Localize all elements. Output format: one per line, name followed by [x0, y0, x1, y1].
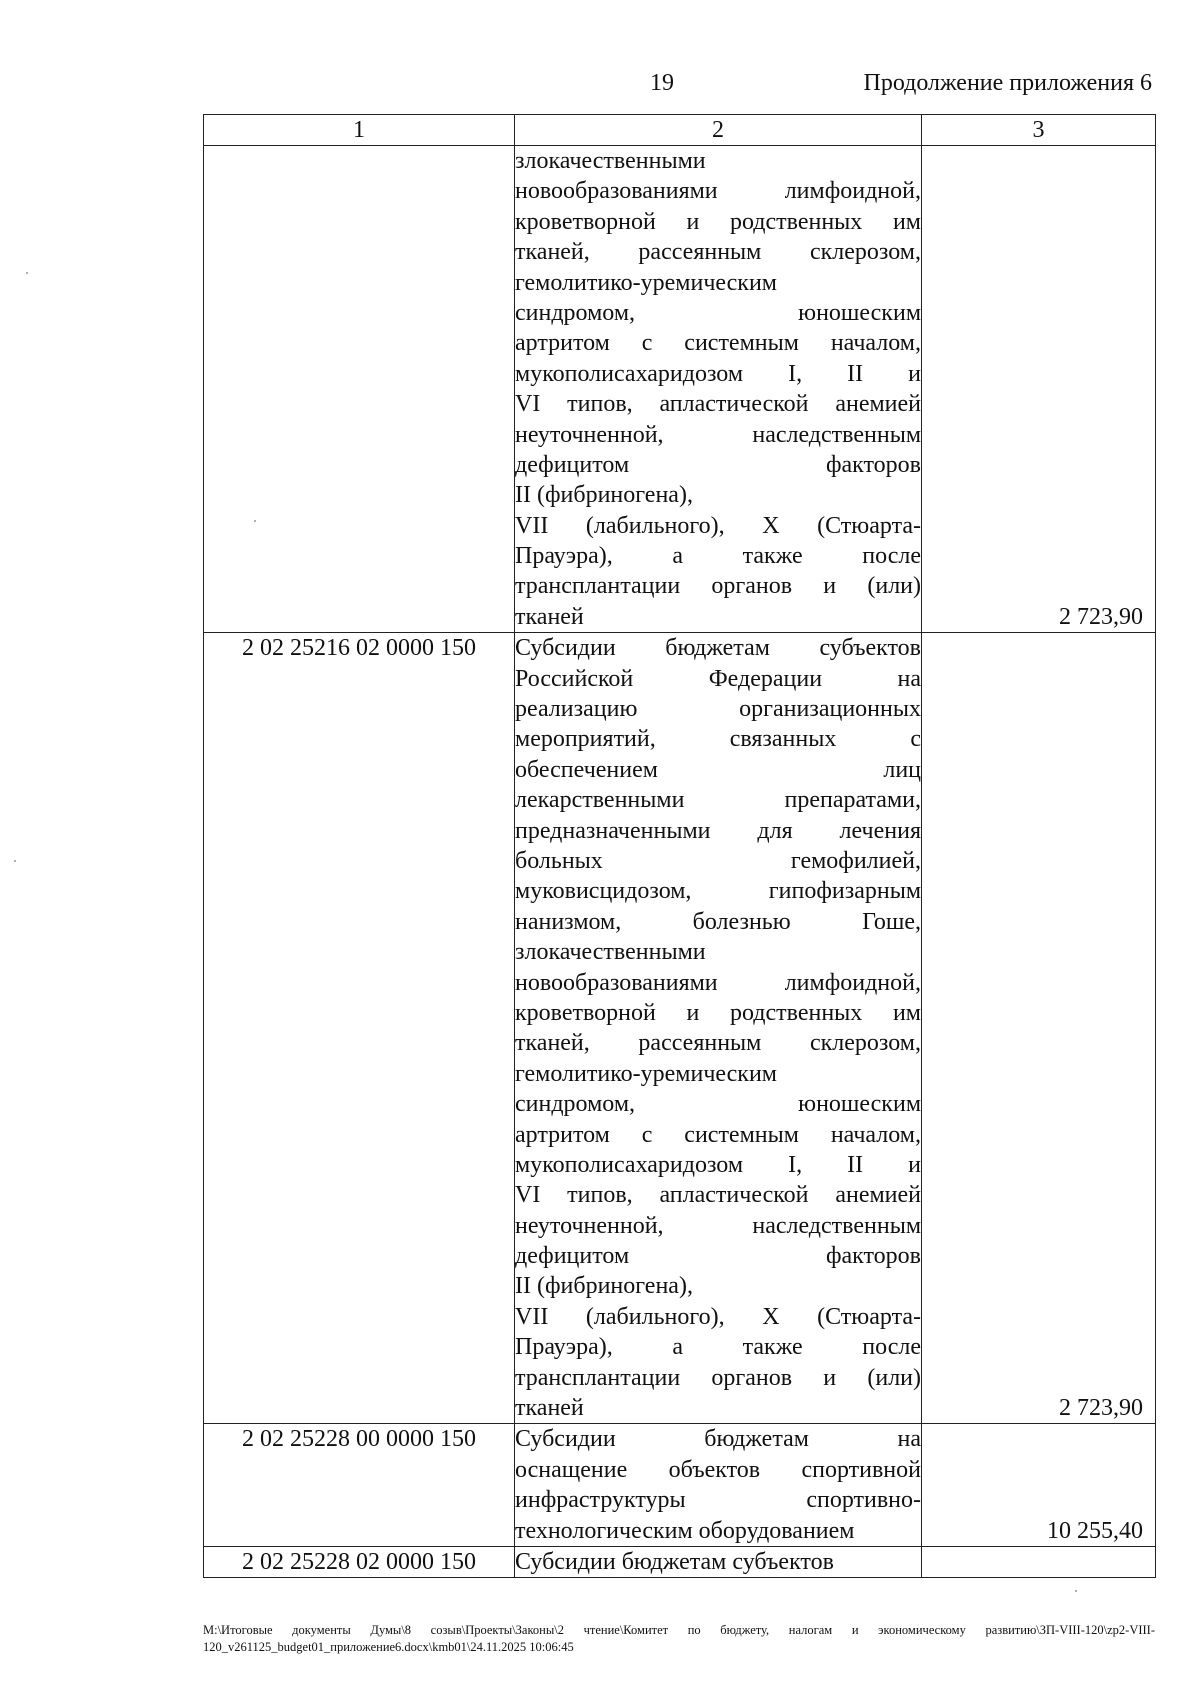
- description-line: Субсидии бюджетам на: [515, 1426, 921, 1453]
- description-line: дефицитом факторов: [515, 451, 921, 478]
- description-line: инфраструктуры спортивно-: [515, 1487, 921, 1514]
- description-line: новообразованиями лимфоидной,: [515, 969, 921, 996]
- description-line: кроветворной и родственных им: [515, 999, 921, 1026]
- description-line: дефицитом факторов: [515, 1243, 921, 1270]
- description-line: технологическим оборудованием: [515, 1517, 855, 1544]
- budget-code-cell: [204, 146, 515, 633]
- table-row: [204, 1424, 1156, 1547]
- column-header-2: 2: [515, 115, 922, 146]
- budget-table: [203, 114, 1156, 1578]
- description-line: артритом с системным началом,: [515, 330, 921, 357]
- description-line: Российской Федерации на: [515, 665, 921, 692]
- description-line: оснащение объектов спортивной: [515, 1456, 921, 1483]
- description-cell: [515, 1424, 922, 1547]
- budget-code-cell: 2 02 25228 00 0000 150: [204, 1424, 515, 1547]
- description-line: синдромом, юношеским: [515, 1091, 921, 1118]
- amount-cell: [922, 1546, 1156, 1577]
- description-line: VI типов, апластической анемией: [515, 391, 921, 418]
- description-line: обеспечением лиц: [515, 756, 921, 783]
- description-line: тканей: [515, 1395, 584, 1422]
- description-line: мукополисахаридозом I, II и: [515, 360, 921, 387]
- description-line: Прауэра), а также после: [515, 543, 921, 570]
- column-header-1: 1: [204, 115, 515, 146]
- description-line: больных гемофилией,: [515, 847, 921, 874]
- description-line: гемолитико-уремическим: [515, 269, 777, 296]
- description-cell: [515, 146, 922, 633]
- description-line: Прауэра), а также после: [515, 1334, 921, 1361]
- page-number: 19: [650, 70, 674, 96]
- amount-cell: 2 723,90: [922, 633, 1156, 1424]
- document-path-footer: M:\Итоговые документы Думы\8 созыв\Проекты\Законы\2 чтение\Комитет по бюджету, налогам и экономическому развитию\ЗП-VIII-120\zp2-VIII-120_v261125_budget01_приложение6.docx\kmb01\24.11.2025 10:06:45: [203, 1623, 1155, 1654]
- description-cell: [515, 633, 922, 1424]
- description-line: тканей: [515, 603, 584, 630]
- description-line: тканей, рассеянным склерозом,: [515, 239, 921, 266]
- column-header-3: 3: [922, 115, 1156, 146]
- budget-code-cell: 2 02 25228 02 0000 150: [204, 1546, 515, 1577]
- description-line: гемолитико-уремическим: [515, 1060, 777, 1087]
- description-line: синдромом, юношеским: [515, 299, 921, 326]
- description-line: кроветворной и родственных им: [515, 208, 921, 235]
- description-line: злокачественными: [515, 939, 706, 966]
- continuation-label: Продолжение приложения 6: [863, 70, 1152, 96]
- description-line: неуточненной, наследственным: [515, 1212, 921, 1239]
- description-line: Субсидии бюджетам субъектов: [515, 635, 921, 662]
- table-row: [204, 146, 1156, 633]
- description-line: мероприятий, связанных с: [515, 726, 921, 753]
- description-line: неуточненной, наследственным: [515, 421, 921, 448]
- description-line: VII (лабильного), X (Стюарта-: [515, 1303, 921, 1330]
- description-cell: [515, 1546, 922, 1577]
- description-line: предназначенными для лечения: [515, 817, 921, 844]
- amount-cell: 10 255,40: [922, 1424, 1156, 1547]
- table-body: [204, 146, 1156, 1578]
- description-line: лекарственными препаратами,: [515, 787, 921, 814]
- table-row: [204, 1546, 1156, 1577]
- scan-speck: [26, 272, 28, 274]
- description-line: новообразованиями лимфоидной,: [515, 178, 921, 205]
- amount-cell: 2 723,90: [922, 146, 1156, 633]
- description-line: мукополисахаридозом I, II и: [515, 1151, 921, 1178]
- description-line: II (фибриногена),: [515, 482, 693, 509]
- description-line: VII (лабильного), X (Стюарта-: [515, 512, 921, 539]
- scan-speck: [14, 860, 16, 862]
- description-line: артритом с системным началом,: [515, 1121, 921, 1148]
- budget-code-cell: 2 02 25216 02 0000 150: [204, 633, 515, 1424]
- description-line: VI типов, апластической анемией: [515, 1182, 921, 1209]
- description-line: муковисцидозом, гипофизарным: [515, 878, 921, 905]
- description-line: нанизмом, болезнью Гоше,: [515, 908, 921, 935]
- description-line: Субсидии бюджетам субъектов: [515, 1548, 834, 1575]
- scan-speck: [254, 520, 256, 522]
- description-line: II (фибриногена),: [515, 1273, 693, 1300]
- scan-speck: [1075, 1590, 1077, 1592]
- description-line: трансплантации органов и (или): [515, 573, 921, 600]
- description-line: реализацию организационных: [515, 696, 921, 723]
- description-line: трансплантации органов и (или): [515, 1364, 921, 1391]
- table-header-row: [204, 115, 1156, 146]
- table-row: [204, 633, 1156, 1424]
- description-line: злокачественными: [515, 148, 706, 174]
- description-line: тканей, рассеянным склерозом,: [515, 1030, 921, 1057]
